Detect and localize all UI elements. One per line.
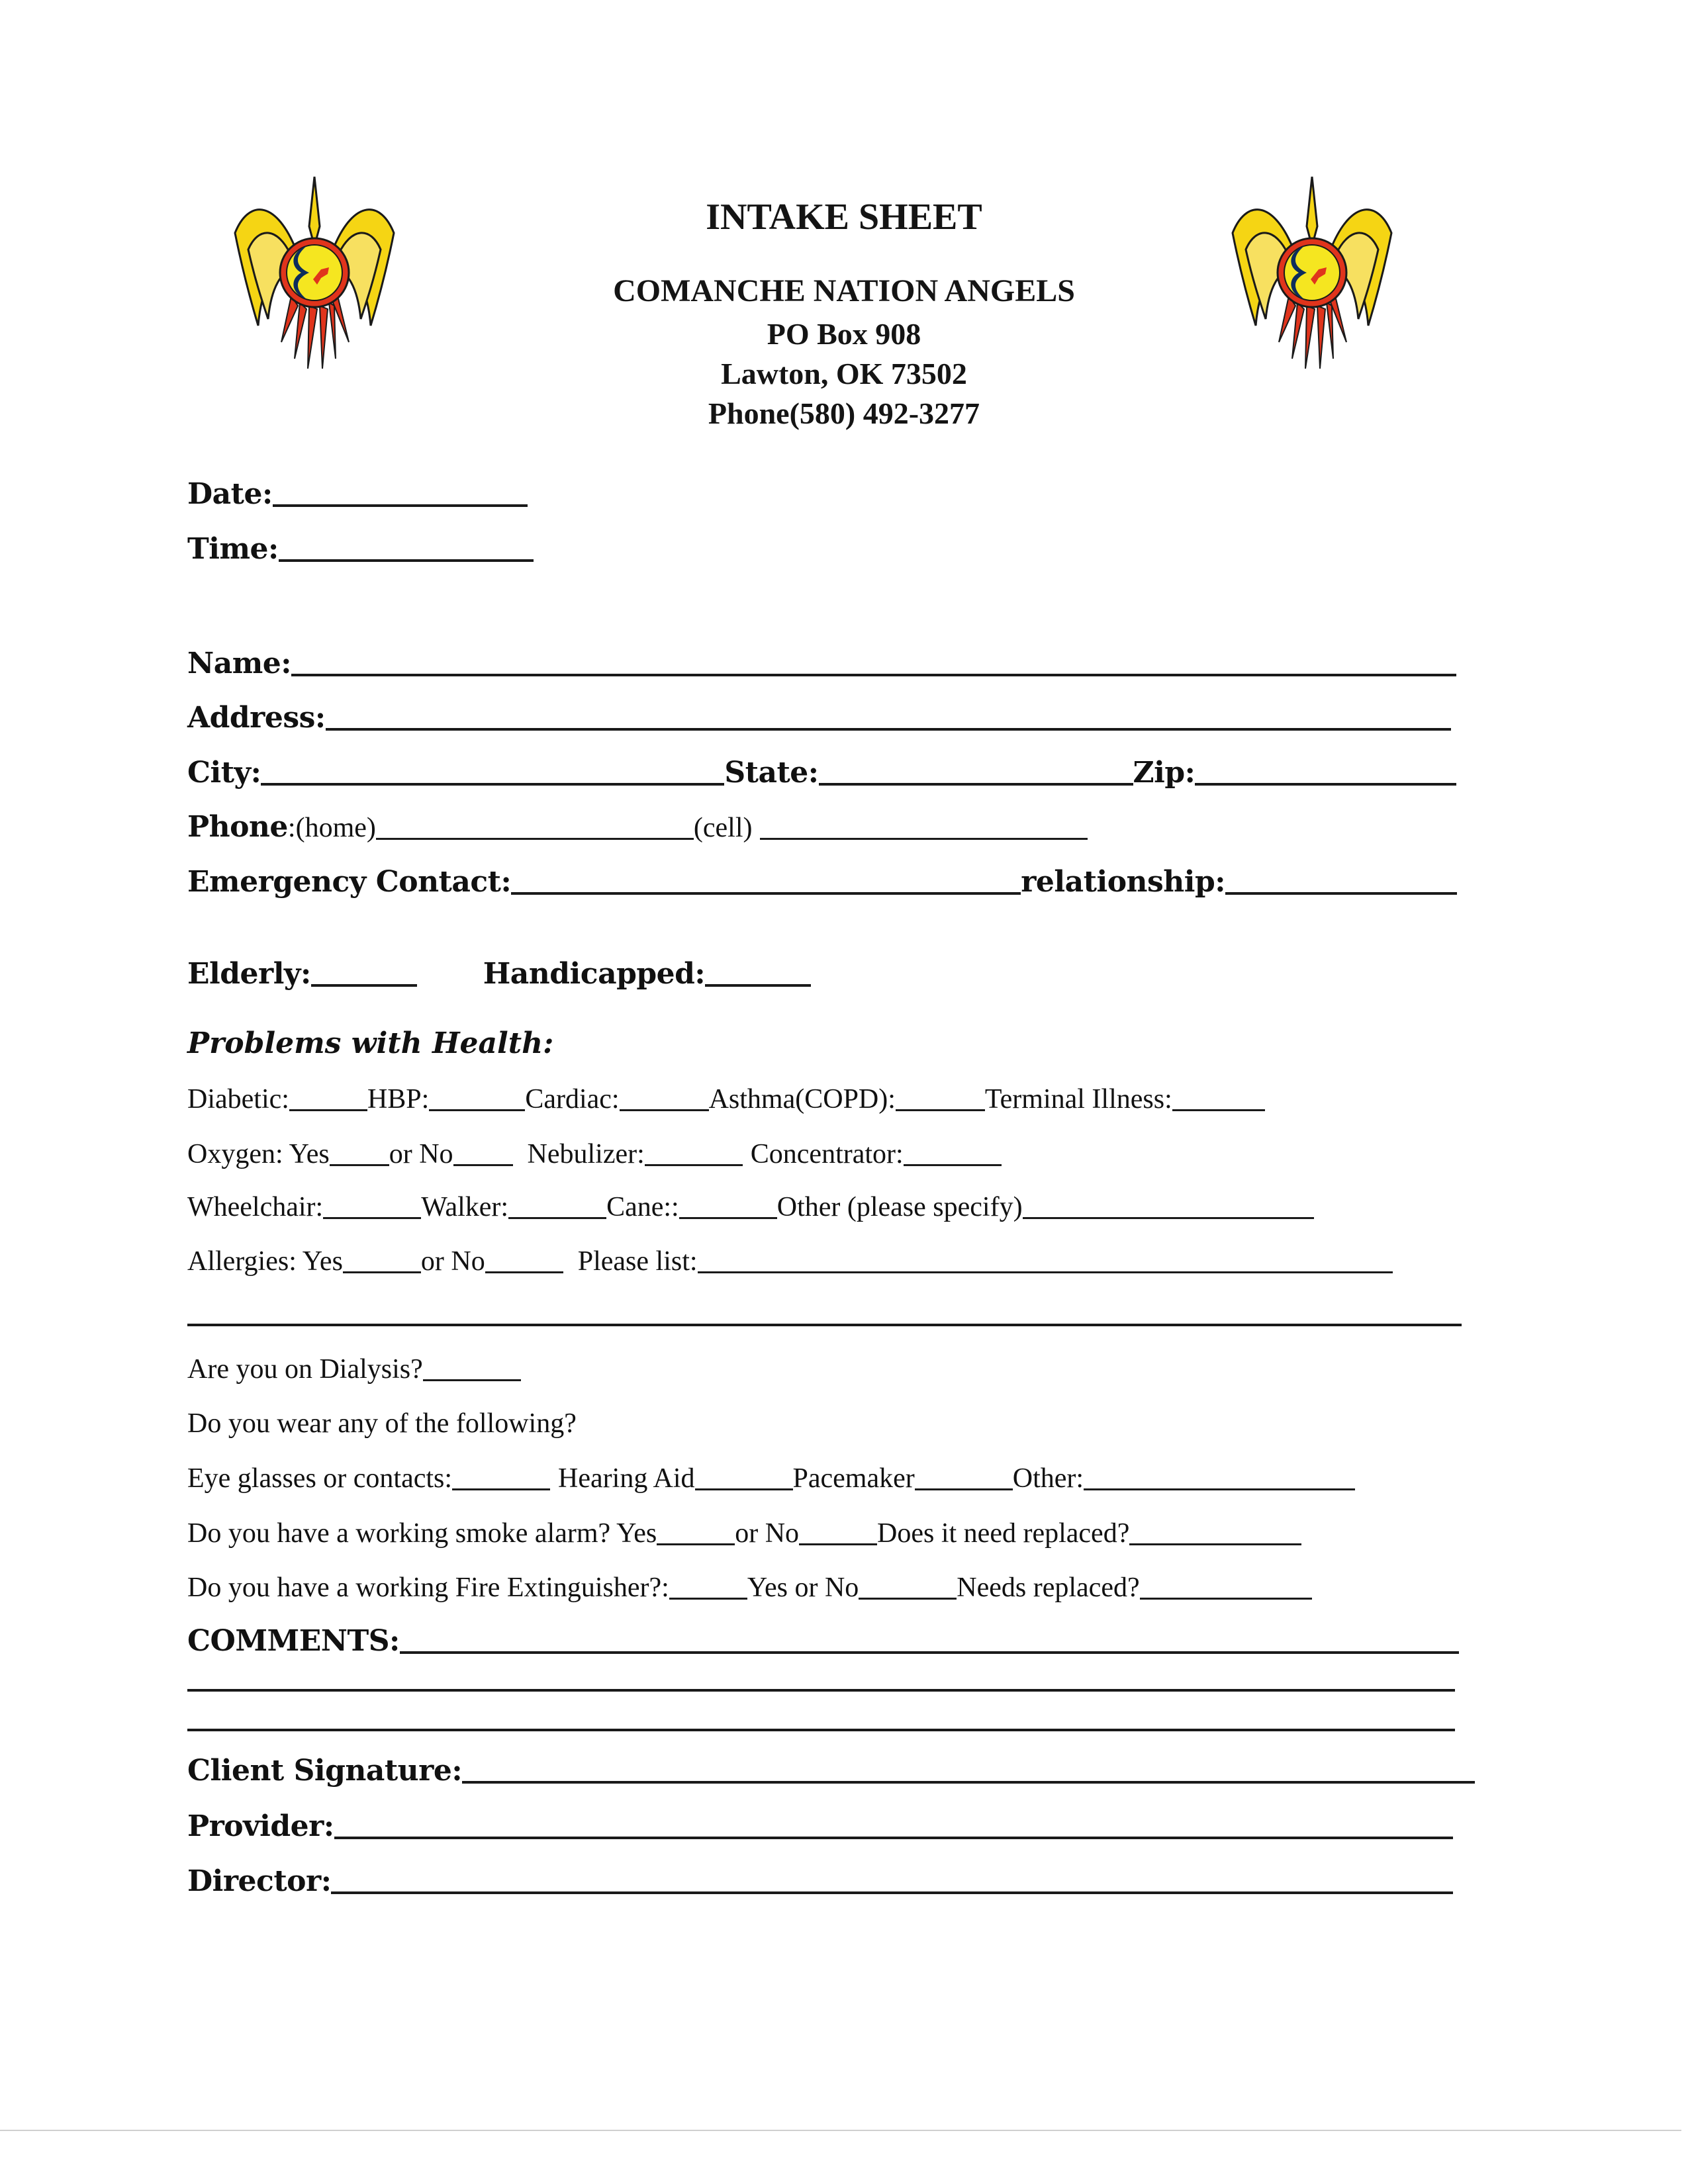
comments-line-3[interactable]: [187, 1729, 1455, 1731]
other-aid-field[interactable]: [1023, 1217, 1314, 1219]
comments-label: COMMENTS:: [187, 1624, 400, 1658]
city-label: City:: [187, 756, 261, 790]
fire-yes-no-field[interactable]: [859, 1598, 957, 1600]
director-field[interactable]: [331, 1891, 1453, 1894]
zip-field[interactable]: [1195, 783, 1456, 786]
smoke-alarm-label: Do you have a working smoke alarm? Yes: [187, 1518, 657, 1549]
allergies-yes-label: Allergies: Yes: [187, 1246, 343, 1277]
org-phone: Phone(580) 492-3277: [708, 396, 980, 430]
allergies-yes-field[interactable]: [343, 1271, 421, 1273]
smoke-alarm-no-label: or No: [735, 1518, 800, 1549]
page-title: INTAKE SHEET: [706, 197, 982, 238]
home-phone-field[interactable]: [376, 838, 694, 840]
concentrator-field[interactable]: [904, 1164, 1002, 1166]
allergies-list-label: Please list:: [577, 1246, 698, 1277]
director-label: Director:: [187, 1864, 332, 1898]
smoke-replace-field[interactable]: [1129, 1543, 1301, 1545]
pacemaker-field[interactable]: [915, 1488, 1013, 1490]
client-signature-row: [187, 1748, 1475, 1788]
oxygen-yes-label: Oxygen: Yes: [187, 1139, 330, 1169]
allergies-row: [187, 1238, 1393, 1277]
name-field[interactable]: [291, 674, 1456, 676]
city-state-zip: Lawton, OK 73502: [721, 357, 967, 390]
date-label: Date:: [187, 477, 273, 511]
eyeglasses-field[interactable]: [452, 1488, 550, 1490]
asthma-label: Asthma(COPD):: [708, 1084, 896, 1115]
cane-field[interactable]: [679, 1217, 777, 1219]
health-heading-row: [187, 1021, 553, 1060]
zip-label: Zip:: [1133, 756, 1196, 790]
po-box: PO Box 908: [767, 317, 921, 351]
organization-name: COMANCHE NATION ANGELS: [613, 273, 1075, 308]
diabetic-field[interactable]: [289, 1109, 367, 1111]
client-signature-label: Client Signature:: [187, 1754, 463, 1788]
state-field[interactable]: [819, 783, 1133, 786]
allergies-continuation-line[interactable]: [187, 1324, 1462, 1326]
diabetic-label: Diabetic:: [187, 1084, 289, 1115]
provider-label: Provider:: [187, 1809, 334, 1843]
date-row: [187, 471, 528, 511]
health-row-3: [187, 1183, 1314, 1223]
handicapped-label: Handicapped:: [483, 957, 706, 991]
fire-extinguisher-label: Do you have a working Fire Extinguisher?:: [187, 1572, 669, 1603]
asthma-field[interactable]: [896, 1109, 985, 1111]
hearing-aid-field[interactable]: [695, 1488, 793, 1490]
allergies-no-field[interactable]: [485, 1271, 563, 1273]
wheelchair-label: Wheelchair:: [187, 1192, 324, 1222]
address-field[interactable]: [326, 728, 1451, 731]
phone-label: Phone: [187, 810, 288, 844]
time-field[interactable]: [279, 559, 534, 562]
fire-replace-label: Needs replaced?: [957, 1572, 1140, 1603]
terminal-illness-label: Terminal Illness:: [984, 1084, 1172, 1115]
address-label: Address:: [187, 701, 326, 735]
phone-row: [187, 804, 1088, 844]
smoke-alarm-row: [187, 1510, 1301, 1549]
scan-edge-line: [0, 2130, 1681, 2131]
comments-line-2[interactable]: [187, 1689, 1455, 1692]
hbp-label: HBP:: [367, 1084, 430, 1115]
dialysis-row: [187, 1345, 521, 1385]
other-device-label: Other:: [1012, 1463, 1084, 1494]
cane-label: Cane::: [606, 1192, 679, 1222]
cell-phone-field[interactable]: [760, 838, 1088, 840]
terminal-illness-field[interactable]: [1172, 1109, 1265, 1111]
eyeglasses-label: Eye glasses or contacts:: [187, 1463, 453, 1494]
smoke-alarm-yes-field[interactable]: [657, 1543, 735, 1545]
cardiac-label: Cardiac:: [525, 1084, 620, 1115]
wheelchair-field[interactable]: [323, 1217, 421, 1219]
health-row-2: [187, 1130, 1002, 1170]
name-row: [187, 641, 1456, 680]
handicapped-field[interactable]: [705, 984, 811, 987]
other-aid-label: Other (please specify): [776, 1192, 1023, 1222]
cell-phone-label: (cell): [693, 813, 753, 843]
emergency-contact-field[interactable]: [511, 892, 1021, 895]
fire-extinguisher-row: [187, 1564, 1312, 1604]
emergency-contact-row: [187, 859, 1457, 899]
pacemaker-label: Pacemaker: [792, 1463, 915, 1494]
walker-field[interactable]: [508, 1217, 606, 1219]
walker-label: Walker:: [421, 1192, 509, 1222]
comments-field[interactable]: [400, 1651, 1459, 1654]
nebulizer-label: Nebulizer:: [527, 1139, 645, 1169]
state-label: State:: [724, 756, 819, 790]
devices-row: [187, 1455, 1355, 1494]
name-label: Name:: [187, 647, 292, 680]
dialysis-label: Are you on Dialysis?: [187, 1354, 423, 1385]
wear-question-row: [187, 1400, 577, 1439]
phone-colon: :: [287, 813, 296, 843]
oxygen-no-label: or No: [389, 1139, 453, 1169]
director-row: [187, 1858, 1453, 1898]
date-field[interactable]: [273, 504, 528, 507]
fire-extinguisher-field[interactable]: [669, 1598, 747, 1600]
client-signature-field[interactable]: [462, 1781, 1475, 1784]
time-label: Time:: [187, 532, 279, 566]
smoke-replace-label: Does it need replaced?: [877, 1518, 1130, 1549]
smoke-alarm-no-field[interactable]: [799, 1543, 877, 1545]
cardiac-field[interactable]: [620, 1109, 709, 1111]
time-row: [187, 526, 534, 566]
concentrator-label: Concentrator:: [750, 1139, 904, 1169]
provider-field[interactable]: [334, 1837, 1453, 1839]
hearing-aid-label: Hearing Aid: [558, 1463, 695, 1494]
oxygen-yes-field[interactable]: [330, 1164, 389, 1166]
wear-question: Do you wear any of the following?: [187, 1408, 577, 1439]
home-phone-label: (home): [295, 813, 376, 843]
elderly-handicapped-row: [187, 951, 811, 991]
hbp-field[interactable]: [429, 1109, 525, 1111]
elderly-field[interactable]: [311, 984, 417, 987]
elderly-label: Elderly:: [187, 957, 311, 991]
provider-row: [187, 1803, 1453, 1843]
nebulizer-field[interactable]: [645, 1164, 743, 1166]
city-state-zip-row: [187, 750, 1456, 790]
relationship-field[interactable]: [1225, 892, 1457, 895]
emergency-contact-label: Emergency Contact:: [187, 865, 512, 899]
dialysis-field[interactable]: [423, 1379, 521, 1381]
fire-yes-no-label: Yes or No: [747, 1572, 859, 1603]
health-row-1: [187, 1075, 1265, 1115]
allergies-list-field[interactable]: [698, 1271, 1393, 1273]
comments-row: [187, 1618, 1459, 1658]
relationship-label: relationship:: [1021, 865, 1226, 899]
health-heading: Problems with Health:: [187, 1026, 554, 1060]
other-device-field[interactable]: [1084, 1488, 1355, 1490]
fire-replace-field[interactable]: [1140, 1598, 1312, 1600]
oxygen-no-field[interactable]: [453, 1164, 513, 1166]
allergies-no-label: or No: [420, 1246, 485, 1277]
address-row: [187, 695, 1451, 735]
city-field[interactable]: [261, 783, 724, 786]
